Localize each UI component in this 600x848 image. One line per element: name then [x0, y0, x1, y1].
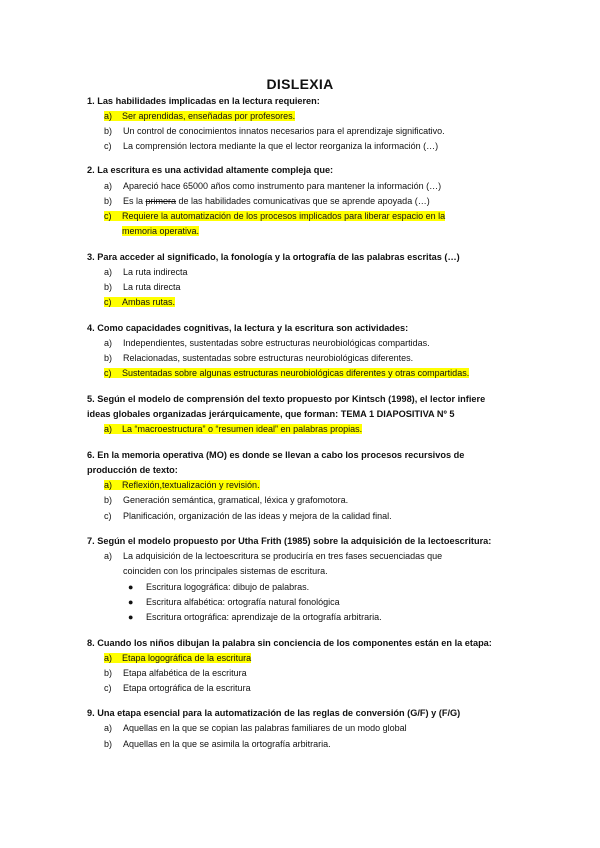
question-3-option-b [104, 280, 524, 295]
option-text: La “macroestructura” o “resumen ideal” en palabras propias. [122, 424, 363, 434]
option-text: Reflexión,textualización y revisión. [122, 480, 260, 490]
question-2-option-c [104, 209, 524, 224]
question-6: 6. En la memoria operativa (MO) es donde se llevan a cabo los procesos recursivos de [87, 450, 465, 460]
option-label: b) [104, 495, 113, 505]
option-text: La comprensión lectora mediante la que el lector reorganiza la información (…) [123, 141, 439, 151]
option-label: c) [104, 511, 112, 521]
question-2-option-a [104, 179, 524, 194]
option-text: Etapa alfabética de la escritura [123, 668, 247, 678]
question-5-cont: ideas globales organizadas jerárquicamente, que forman: TEMA 1 DIAPOSITIVA Nº 5 [87, 409, 455, 419]
option-label: b) [104, 196, 113, 206]
question-9-option-a [104, 721, 524, 736]
option-label: a) [104, 111, 113, 121]
question-8-option-a [104, 651, 524, 666]
option-label: a) [104, 551, 113, 561]
option-text: Aquellas en la que se asimila la ortografía arbitraria. [123, 739, 331, 749]
question-6-option-b [104, 493, 524, 508]
option-label: c) [104, 297, 112, 307]
bullet-icon: ● [128, 582, 134, 592]
bullet-icon: ● [128, 612, 134, 622]
question-6-option-c [104, 509, 524, 524]
option-label: b) [104, 282, 113, 292]
option-text: La ruta indirecta [123, 267, 188, 277]
question-6-option-a [104, 478, 524, 493]
question-4-option-a [104, 336, 524, 351]
option-text: Independientes, sustentadas sobre estructuras neurobiológicas compartidas. [123, 338, 430, 348]
option-text: Apareció hace 65000 años como instrumento para mantener la información (…) [123, 181, 442, 191]
question-1: 1. Las habilidades implicadas en la lectura requieren: [87, 96, 320, 106]
option-text-part: de las habilidades comunicativas que se aprende apoyada (…) [176, 196, 430, 206]
option-label: b) [104, 126, 113, 136]
option-text: memoria operativa. [122, 226, 200, 236]
option-label: a) [104, 723, 113, 733]
question-9-option-b [104, 737, 524, 752]
option-text [123, 194, 518, 209]
question-1-option-b [104, 124, 524, 139]
question-4: 4. Como capacidades cognitivas, la lectura y la escritura son actividades: [87, 323, 409, 333]
option-text: Etapa ortográfica de la escritura [123, 683, 251, 693]
option-text: Etapa logográfica de la escritura [122, 653, 252, 663]
bullet-icon: ● [128, 597, 134, 607]
option-label: b) [104, 353, 113, 363]
option-text: Requiere la automatización de los procesos implicados para liberar espacio en la [122, 211, 446, 221]
option-text: Planificación, organización de las ideas y mejora de la calidad final. [123, 511, 392, 521]
bullet-text: Escritura alfabética: ortografía natural fonológica [146, 597, 340, 607]
option-label: a) [104, 653, 113, 663]
option-label: c) [104, 683, 112, 693]
question-8-option-b [104, 666, 524, 681]
option-text: Relacionadas, sustentadas sobre estructuras neurobiológicas diferentes. [123, 353, 414, 363]
option-text: coinciden con los principales sistemas de escritura. [123, 566, 328, 576]
option-text: Generación semántica, gramatical, léxica y grafomotora. [123, 495, 349, 505]
option-label: a) [104, 267, 113, 277]
question-6-cont: producción de texto: [87, 465, 178, 475]
question-5: 5. Según el modelo de comprensión del texto propuesto por Kintsch (1998), el lector infiere [87, 394, 486, 404]
question-7-option-a-cont [104, 564, 524, 579]
option-text: Sustentadas sobre algunas estructuras neurobiológicas diferentes y otras compartidas. [122, 368, 470, 378]
option-label: b) [104, 668, 113, 678]
option-label: a) [104, 338, 113, 348]
option-text: Aquellas en la que se copian las palabras familiares de un modo global [123, 723, 407, 733]
question-8: 8. Cuando los niños dibujan la palabra sin conciencia de los componentes están en la etapa: [87, 638, 492, 648]
strikethrough-word: primera [145, 196, 177, 206]
option-label: a) [104, 181, 113, 191]
question-7-option-a [104, 549, 524, 564]
option-label: a) [104, 424, 113, 434]
question-3-option-c [104, 295, 524, 310]
option-text: Ambas rutas. [122, 297, 176, 307]
question-2-option-b [104, 194, 524, 209]
bullet-text: Escritura ortográfica: aprendizaje de la ortografía arbitraria. [146, 612, 382, 622]
option-label: c) [104, 141, 112, 151]
question-4-option-c [104, 366, 524, 381]
option-text: La ruta directa [123, 282, 181, 292]
question-2: 2. La escritura es una actividad altamente compleja que: [87, 165, 334, 175]
question-2-option-c-cont [104, 224, 524, 239]
question-1-option-c [104, 139, 524, 154]
question-9: 9. Una etapa esencial para la automatización de las reglas de conversión (G/F) y (F/G) [87, 708, 461, 718]
question-3: 3. Para acceder al significado, la fonología y la ortografía de las palabras escritas (…) [87, 252, 460, 262]
option-label: c) [104, 211, 112, 221]
question-4-option-b [104, 351, 524, 366]
question-8-option-c [104, 681, 524, 696]
option-text-part: Es la [123, 196, 146, 206]
option-text: La adquisición de la lectoescritura se produciría en tres fases secuenciadas que [123, 551, 443, 561]
option-label: b) [104, 739, 113, 749]
page-title: DISLEXIA [266, 76, 334, 92]
option-label: c) [104, 368, 112, 378]
bullet-text: Escritura logográfica: dibujo de palabras. [146, 582, 310, 592]
question-5-option-a [104, 422, 524, 437]
option-text: Un control de conocimientos innatos necesarios para el aprendizaje significativo. [123, 126, 445, 136]
question-1-option-a [104, 109, 524, 124]
option-label: a) [104, 480, 113, 490]
question-7: 7. Según el modelo propuesto por Utha Frith (1985) sobre la adquisición de la lectoescritura: [87, 536, 492, 546]
question-3-option-a [104, 265, 524, 280]
option-text: Ser aprendidas, enseñadas por profesores. [122, 111, 296, 121]
